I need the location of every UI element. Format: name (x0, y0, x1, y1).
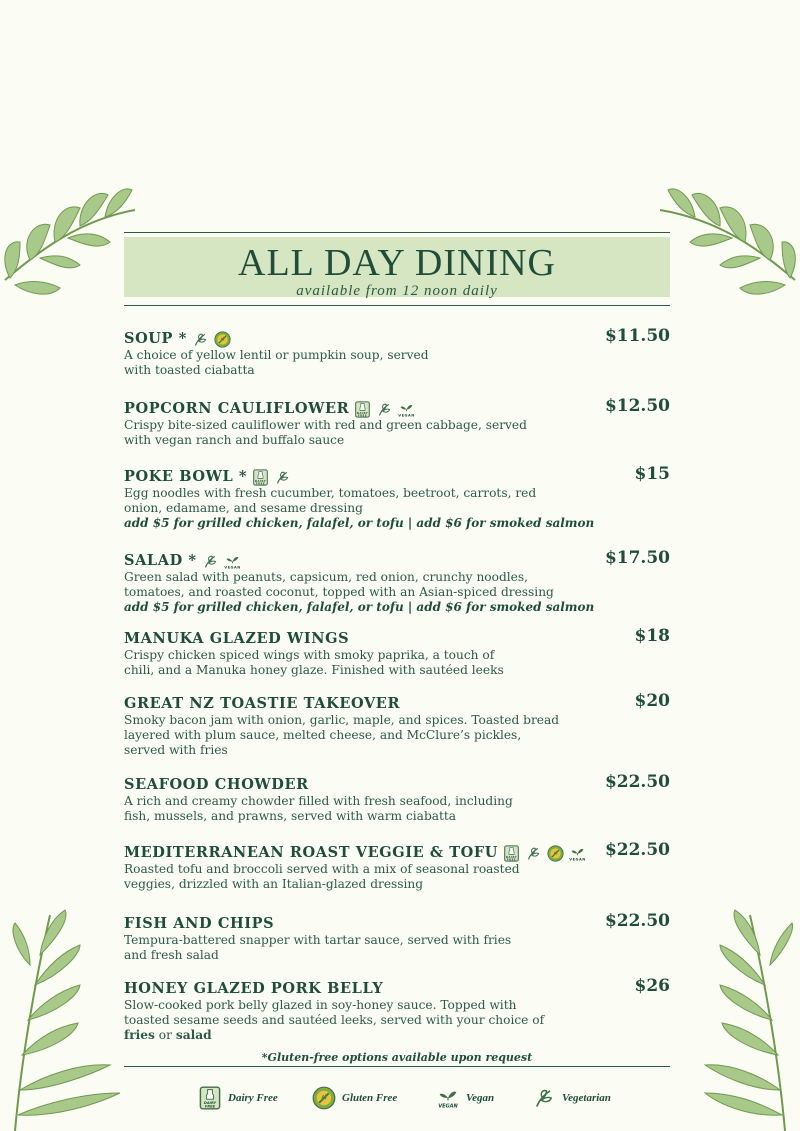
item-description: toasted sesame seeds and sautéed leeks, served with your choice of (124, 1013, 545, 1027)
gluten-free-icon (312, 1086, 336, 1110)
vegetarian-icon (202, 553, 219, 570)
vegetarian-icon (202, 553, 219, 570)
legend-label: Dairy Free (228, 1092, 278, 1104)
vegetarian-icon (532, 1086, 556, 1110)
item-name: GREAT NZ TOASTIE TAKEOVER (124, 695, 401, 712)
item-description: veggies, drizzled with an Italian-glazed dressing (124, 877, 424, 891)
legend-item (532, 1086, 611, 1110)
item-description: chili, and a Manuka honey glaze. Finished with sautéed leeks (124, 663, 504, 677)
vegetarian-icon (525, 845, 542, 862)
svg-text:FREE: FREE (204, 1104, 216, 1109)
svg-text:DAIRY: DAIRY (357, 411, 369, 415)
item-price: $22.50 (604, 772, 670, 792)
dairy-free-icon (354, 401, 371, 418)
item-description-choice (124, 1028, 564, 1043)
gluten-free-icon (547, 845, 564, 862)
vegan-icon (398, 401, 415, 418)
vegetarian-icon (274, 469, 291, 486)
item-description: served with fries (124, 743, 228, 757)
legend-item (198, 1086, 278, 1110)
svg-text:VEGAN: VEGAN (398, 412, 415, 417)
vegetarian-icon (525, 845, 542, 862)
legend-label: Vegan (466, 1092, 495, 1104)
menu-item (124, 464, 670, 531)
item-name-row (124, 980, 670, 998)
item-name: SOUP * (124, 330, 187, 347)
item-addon: add $5 for grilled chicken, falafel, or tofu | add $6 for smoked salmon (124, 600, 595, 614)
menu-item (124, 396, 670, 448)
item-name: POKE BOWL * (124, 468, 248, 485)
page-title: ALL DAY DINING (238, 242, 556, 284)
menu-item (124, 772, 670, 824)
vegetarian-icon (532, 1086, 556, 1110)
legend-label: Gluten Free (342, 1092, 398, 1104)
item-name-row (124, 400, 670, 418)
foliage-bottom-left (0, 905, 130, 1131)
menu-item (124, 626, 670, 678)
svg-text:FREE: FREE (255, 481, 266, 485)
item-description: with toasted ciabatta (124, 363, 255, 377)
menu-item (124, 976, 670, 1043)
svg-text:DAIRY: DAIRY (505, 855, 518, 859)
svg-text:DAIRY: DAIRY (254, 479, 267, 483)
vegan-icon (436, 1086, 460, 1110)
svg-text:VEGAN: VEGAN (438, 1103, 458, 1110)
item-price: $18 (634, 626, 670, 646)
choice-fries: fries (124, 1028, 155, 1042)
dairy-free-icon (198, 1086, 222, 1110)
foliage-top-right (650, 160, 800, 310)
gluten-free-icon (547, 845, 564, 862)
item-description: Tempura-battered snapper with tartar sauce, served with fries (124, 933, 512, 947)
menu-item (124, 840, 670, 892)
dairy-free-icon (198, 1086, 222, 1110)
item-description: layered with plum sauce, melted cheese, and McClure’s pickles, (124, 728, 522, 742)
item-name-row (124, 776, 670, 794)
legend-label: Vegetarian (562, 1092, 611, 1104)
item-description: Green salad with peanuts, capsicum, red onion, crunchy noodles, (124, 570, 529, 584)
item-description: fish, mussels, and prawns, served with warm ciabatta (124, 809, 457, 823)
item-description: Crispy chicken spiced wings with smoky paprika, a touch of (124, 648, 495, 662)
gluten-free-icon (214, 331, 231, 348)
foliage-top-left (0, 160, 140, 310)
item-description: and fresh salad (124, 948, 219, 962)
item-price: $22.50 (604, 840, 670, 860)
choice-or: or (154, 1028, 176, 1042)
item-description: tomatoes, and roasted coconut, topped with an Asian-spiced dressing (124, 585, 554, 599)
item-name-row (124, 330, 670, 348)
item-name: POPCORN CAULIFLOWER (124, 400, 350, 417)
item-description: with vegan ranch and buffalo sauce (124, 433, 345, 447)
item-name-row (124, 695, 670, 713)
item-price: $20 (634, 691, 670, 711)
item-price: $12.50 (604, 396, 670, 416)
footer-rule (124, 1066, 670, 1067)
svg-text:DAIRY: DAIRY (203, 1101, 217, 1105)
item-name: FISH AND CHIPS (124, 915, 275, 932)
gluten-free-icon (312, 1086, 336, 1110)
header-bottom-rule (124, 305, 670, 306)
menu-item (124, 548, 670, 615)
vegan-icon (436, 1086, 460, 1110)
vegetarian-icon (192, 331, 209, 348)
item-description: A rich and creamy chowder filled with fresh seafood, including (124, 794, 513, 808)
item-name-row (124, 552, 670, 570)
item-addon: add $5 for grilled chicken, falafel, or tofu | add $6 for smoked salmon (124, 516, 595, 530)
vegetarian-icon (192, 331, 209, 348)
item-description: onion, edamame, and sesame dressing (124, 501, 363, 515)
legend-item (312, 1086, 397, 1110)
vegan-icon (569, 845, 586, 862)
vegan-icon (224, 553, 241, 570)
vegetarian-icon (376, 401, 393, 418)
gluten-free-icon (214, 331, 231, 348)
foliage-bottom-right (700, 905, 800, 1131)
item-price: $17.50 (604, 548, 670, 568)
item-name: MEDITERRANEAN ROAST VEGGIE & TOFU (124, 844, 499, 861)
dairy-free-icon (354, 401, 371, 418)
item-description: A choice of yellow lentil or pumpkin soup, served (124, 348, 429, 362)
menu-item (124, 326, 670, 378)
vegetarian-icon (274, 469, 291, 486)
vegan-icon (398, 401, 415, 418)
item-name: MANUKA GLAZED WINGS (124, 630, 350, 647)
menu-item (124, 691, 670, 758)
menu-header (124, 232, 670, 306)
header-top-rule (124, 232, 670, 233)
item-price: $11.50 (604, 326, 670, 346)
dairy-free-icon (252, 469, 269, 486)
item-name-row (124, 844, 670, 862)
item-description: Egg noodles with fresh cucumber, tomatoes, beetroot, carrots, red (124, 486, 537, 500)
svg-text:VEGAN: VEGAN (569, 856, 586, 861)
dairy-free-icon (503, 845, 520, 862)
dairy-free-icon (252, 469, 269, 486)
vegan-icon (569, 845, 586, 862)
vegan-icon (224, 553, 241, 570)
item-description: Smoky bacon jam with onion, garlic, maple, and spices. Toasted bread (124, 713, 560, 727)
item-description: Roasted tofu and broccoli served with a mix of seasonal roasted (124, 862, 520, 876)
menu-item (124, 911, 670, 963)
item-name-row (124, 630, 670, 648)
item-description: Slow-cooked pork belly glazed in soy-honey sauce. Topped with (124, 998, 517, 1012)
svg-text:FREE: FREE (506, 857, 517, 861)
item-name: HONEY GLAZED PORK BELLY (124, 980, 384, 997)
item-name: SEAFOOD CHOWDER (124, 776, 309, 793)
svg-text:VEGAN: VEGAN (223, 564, 241, 569)
item-description: Crispy bite-sized cauliflower with red and green cabbage, served (124, 418, 527, 432)
item-name: SALAD * (124, 552, 197, 569)
item-name-row (124, 915, 670, 933)
vegetarian-icon (376, 401, 393, 418)
title-band (124, 237, 670, 297)
legend-item (436, 1086, 494, 1110)
gluten-free-footnote: *Gluten-free options available upon request (261, 1051, 533, 1064)
page-subtitle: available from 12 noon daily (296, 283, 498, 299)
item-price: $15 (634, 464, 670, 484)
dairy-free-icon (503, 845, 520, 862)
item-name-row (124, 468, 670, 486)
choice-salad: salad (175, 1028, 212, 1042)
item-price: $26 (634, 976, 670, 996)
item-price: $22.50 (604, 911, 670, 931)
svg-text:FREE: FREE (358, 413, 368, 417)
